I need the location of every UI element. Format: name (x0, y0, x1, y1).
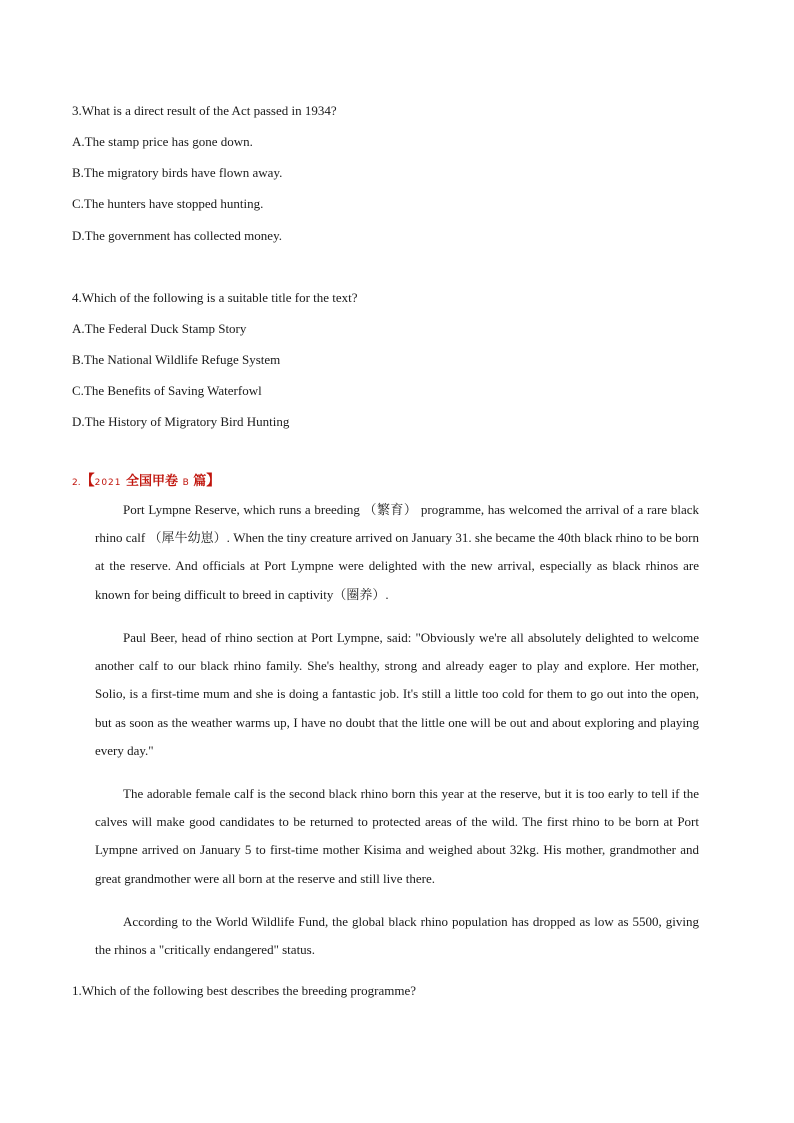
q4-option-a: A.The Federal Duck Stamp Story (72, 321, 247, 336)
question-4: 4.Which of the following is a suitable title for the text? (72, 290, 358, 305)
passage-paragraph-1: Port Lympne Reserve, which runs a breeding （繁育） programme, has welcomed the arrival of a rare black rhino calf （犀牛幼崽）. When the tiny creature arrived on January 31. she became the 40th black rhino to be born at the reserve. And officials at Port Lympne were delighted with the new arrival, especially as black rhinos are known for being difficult to breed in captivity（圈养）. (95, 502, 699, 602)
section-heading (72, 470, 220, 490)
section-bracket-close: 】 (206, 473, 221, 489)
passage-paragraph-2: Paul Beer, head of rhino section at Port Lympne, said: "Obviously we're all absolutely delighted to welcome another calf to our black rhino family. She's healthy, strong and already eager to play and explore. Her mother, Solio, is a first-time mum and she is doing a fantastic job. It's still a little too cold for them to go out into the open, but as soon as the weather warms up, I have no doubt that the little one will be out and about exploring and playing every day." (95, 630, 699, 758)
q4-option-c: C.The Benefits of Saving Waterfowl (72, 383, 262, 398)
section-part-label: 篇 (188, 474, 207, 489)
section-exam-label: 全国甲卷 (121, 474, 183, 489)
q4-option-b: B.The National Wildlife Refuge System (72, 352, 281, 367)
section-year: 2021 (94, 478, 122, 488)
section-part: B (182, 478, 189, 488)
q3-option-a: A.The stamp price has gone down. (72, 134, 253, 149)
section-number: 2. (72, 478, 81, 488)
q3-option-c: C.The hunters have stopped hunting. (72, 196, 264, 211)
question-3: 3.What is a direct result of the Act passed in 1934? (72, 103, 337, 118)
passage-paragraph-3: The adorable female calf is the second black rhino born this year at the reserve, but it is too early to tell if the calves will make good candidates to be returned to protected areas of the wild. The first rhino to be born at Port Lympne arrived on January 5 to first-time mother Kisima and weighed about 32kg. His mother, grandmother and great grandmother were all born at the reserve and still live there. (95, 786, 699, 886)
q3-option-d: D.The government has collected money. (72, 228, 282, 243)
passage-paragraph-4: According to the World Wildlife Fund, the global black rhino population has dropped as low as 5500, giving the rhinos a "critically endangered" status. (95, 914, 699, 958)
section-bracket-open: 【 (80, 473, 95, 489)
q3-option-b: B.The migratory birds have flown away. (72, 165, 283, 180)
question-1: 1.Which of the following best describes the breeding programme? (72, 983, 417, 998)
q4-option-d: D.The History of Migratory Bird Hunting (72, 414, 290, 429)
